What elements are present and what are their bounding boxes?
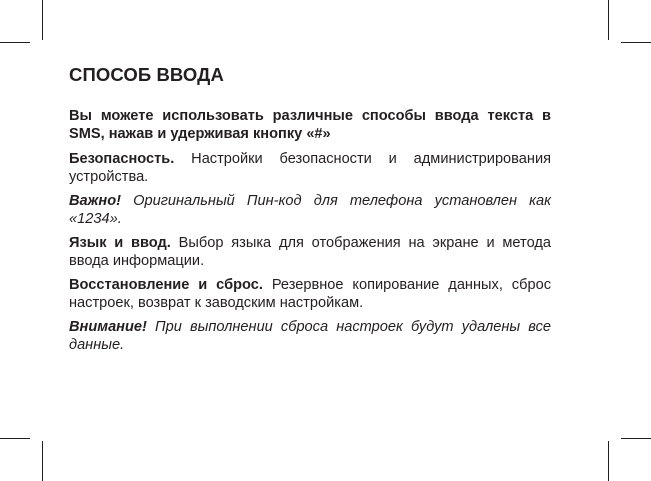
crop-mark-top-left-horizontal [0,42,30,43]
page-content [69,63,551,360]
security-text: Настройки безопасности и администрирования устройства. [69,151,551,185]
important-text: Оригинальный Пин-код для телефона установлен как «1234». [69,193,551,227]
language-term: Язык и ввод. [69,235,171,251]
intro-paragraph: Вы можете использовать различные способы ввода текста в SMS, нажав и удерживая кнопку «#» [69,108,551,142]
warning-term: Внимание! [69,319,147,335]
reset-text: Резервное копирование данных, сброс настроек, возврат к заводским настройкам. [69,277,551,311]
crop-mark-top-right-vertical [608,0,609,40]
crop-mark-bottom-right-horizontal [621,438,651,439]
important-paragraph [69,192,551,228]
crop-mark-bottom-left-vertical [42,441,43,481]
security-term: Безопасность. [69,151,175,167]
page-title: СПОСОБ ВВОДА [69,64,224,85]
crop-mark-top-left-vertical [42,0,43,40]
reset-paragraph [69,276,551,312]
crop-mark-bottom-left-horizontal [0,438,30,439]
security-paragraph [69,150,551,186]
language-text: Выбор языка для отображения на экране и метода ввода информации. [69,235,552,269]
crop-mark-top-right-horizontal [621,42,651,43]
crop-mark-bottom-right-vertical [608,441,609,481]
reset-term: Восстановление и сброс. [69,277,263,293]
important-term: Важно! [69,193,121,209]
warning-text: При выполнении сброса настроек будут удалены все данные. [69,319,551,353]
warning-paragraph [69,318,551,354]
language-paragraph [69,234,551,270]
